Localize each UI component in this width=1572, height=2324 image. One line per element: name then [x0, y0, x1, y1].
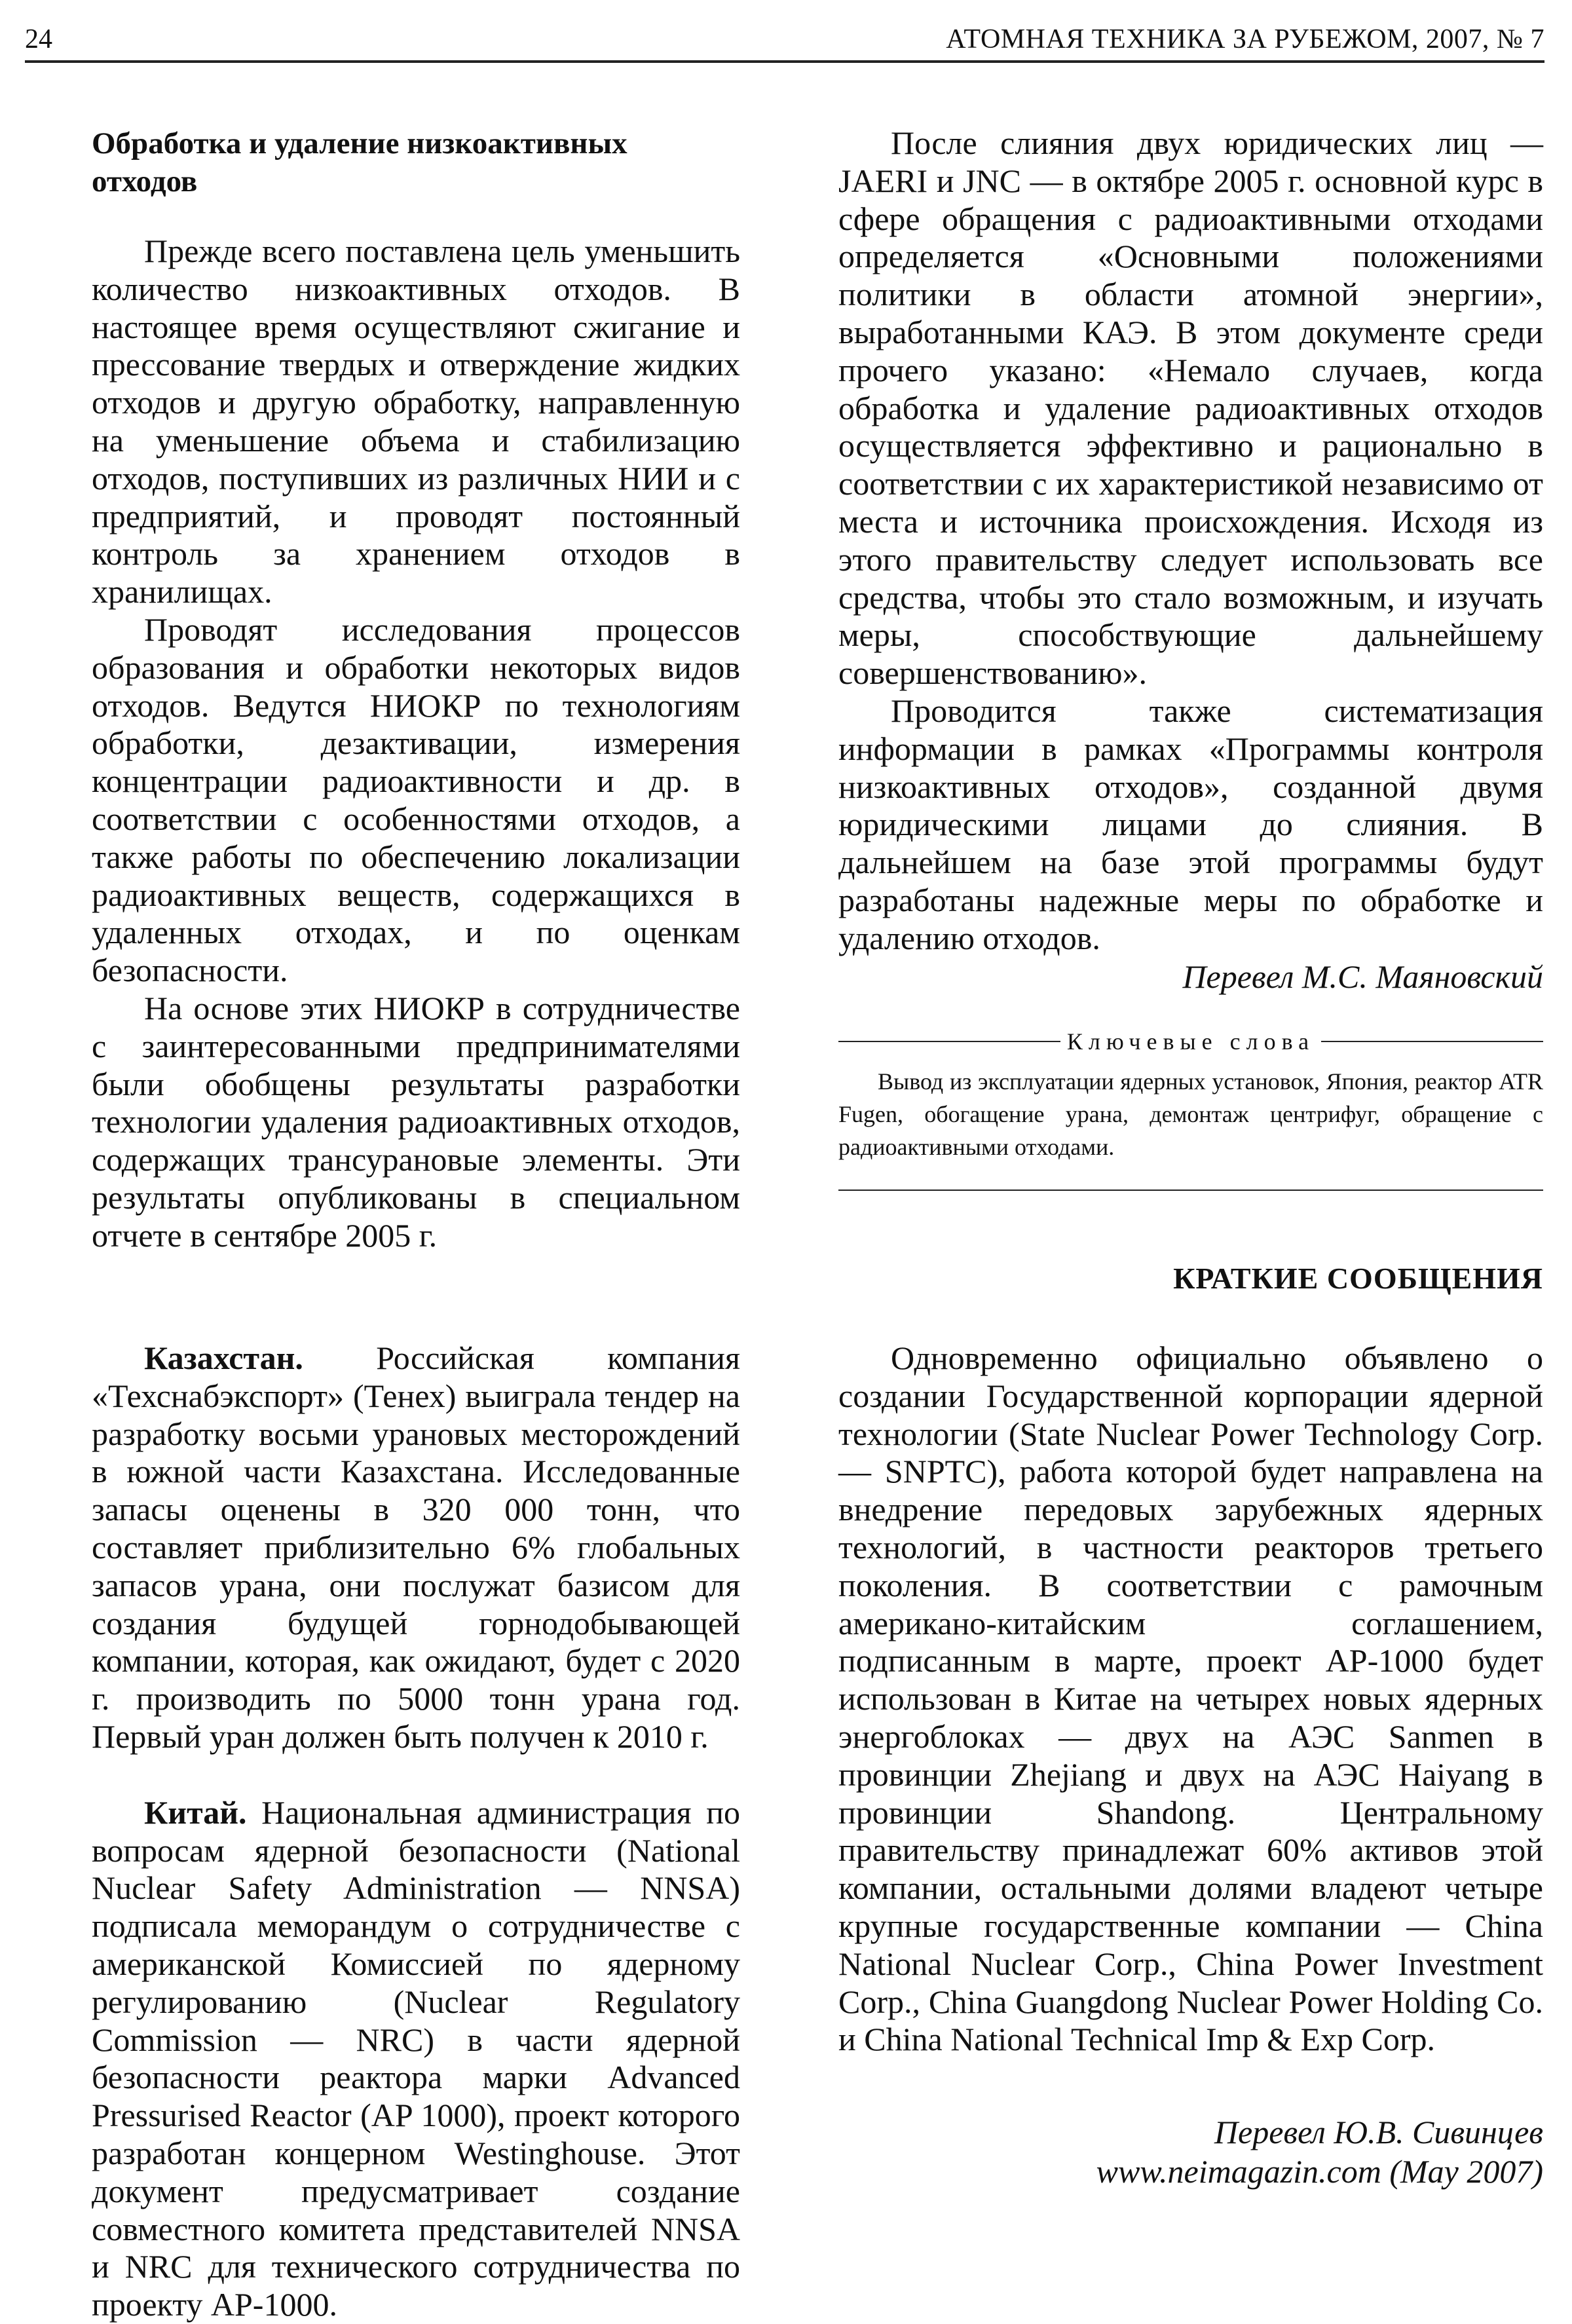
news-text: Национальная администрация по вопросам ядерной безопасности (National Nuclear Safety Administration — NNSA) подписала меморандум о сотрудничестве с американской Комиссией по ядерному регулированию (Nuclear Regulatory Commission — NRC) в части ядерной безопасности реактора марки Advanced Pressurised Reactor (AP 1000), проект которого разработан концерном Westinghouse. Этот документ предусматривает создание совместного комитета представителей NNSA и NRC для технического сотрудничества по проекту AP-1000.: [92, 1793, 740, 2323]
section-left-column: [92, 233, 740, 1255]
news-lead: Китай.: [144, 1793, 247, 1831]
divider: [838, 1190, 1543, 1191]
paragraph: Проводится также систематизация информации в рамках «Программы контроля низкоактивных отходов», созданной двумя юридическими лицами до слияния. В дальнейшем на базе этой программы будут разработаны надежные меры по обработке и удалению отходов.: [838, 692, 1543, 956]
keywords-box: [838, 1022, 1543, 1191]
paragraph: Одновременно официально объявлено о создании Государственной корпорации ядерной технологии (State Nuclear Power Technology Corp. — SNPTC), работа которой будет направлена на внедрение передовых зарубежных ядерных технологий, в частности реакторов третьего поколения. В соответствии с рамочным американо-китайским соглашением, подписанным в марте, проект AP-1000 будет использован в Китае на четырех новых ядерных энергоблоках — двух на АЭС Sanmen в провинции Zhejiang и двух на АЭС Haiyang в провинции Shandong. Центральному правительству принадлежат 60% активов этой компании, остальными долями владеют четыре крупные государственные компании — China National Nuclear Corp., China Power Investment Corp., China Guangdong Nuclear Power Holding Co. и China National Technical Imp & Exp Corp.: [838, 1340, 1543, 2058]
keywords-title-row: [838, 1022, 1543, 1061]
news-item-china: [92, 1794, 740, 2324]
keywords-text: Вывод из эксплуатации ядерных установок, Япония, реактор ATR Fugen, обогащение урана, демонтаж центрифуг, обращение с радиоактивными отходами.: [838, 1068, 1543, 1160]
translator-credit: Перевел М.С. Маяновский: [1182, 958, 1543, 995]
paragraph: Прежде всего поставлена цель уменьшить количество низкоактивных отходов. В настоящее время осуществляют сжигание и прессование твердых и отверждение жидких отходов и другую обработку, направленную на уменьшение объема и стабилизацию отходов, поступивших из различных НИИ и с предприятий, и проводят постоянный контроль за хранением отходов в хранилищах.: [92, 233, 740, 610]
news-right-column: [838, 1340, 1543, 2059]
page-header: [25, 14, 1544, 63]
news-item-kazakhstan: [92, 1340, 740, 1756]
page-number: 24: [25, 24, 52, 54]
news-credits: [838, 2112, 1543, 2191]
news-text: Российская компания «Техснабэкспорт» (Тенех) выиграла тендер на разработку восьми урановых месторождений в южной части Казахстана. Исследованные запасы оценены в 320 000 тонн, что составляет приблизительно 6% глобальных запасов урана, они послужат базисом для создания будущей горнодобывающей компании, которая, как ожидают, будет с 2020 г. производить по 5000 тонн урана год. Первый уран должен быть получен к 2010 г.: [92, 1340, 740, 1755]
journal-title: АТОМНАЯ ТЕХНИКА ЗА РУБЕЖОМ, 2007, № 7: [946, 24, 1544, 54]
paragraph: На основе этих НИОКР в сотрудничестве с заинтересованными предпринимателями были обобщены результаты разработки технологии удаления радиоактивных отходов, содержащих трансурановые элементы. Эти результаты опубликованы в специальном отчете в сентябре 2005 г.: [92, 989, 740, 1254]
news-heading: КРАТКИЕ СООБЩЕНИЯ: [1173, 1262, 1543, 1295]
section-right-column: [838, 124, 1543, 996]
source-credit: www.neimagazin.com (May 2007): [1096, 2153, 1543, 2190]
keywords-title: Ключевые слова: [1066, 1028, 1315, 1055]
translator-credit: Перевел Ю.В. Сивинцев: [1214, 2114, 1543, 2150]
divider: [1321, 1041, 1543, 1042]
paragraph: После слияния двух юридических лиц — JAERI и JNC — в октябре 2005 г. основной курс в сфере обращения с радиоактивными отходами определяется «Основными положениями политики в области атомной энергии», выработанными КАЭ. В этом документе среди прочего указано: «Немало случаев, когда обработка и удаление радиоактивных отходов осуществляется эффективно и рационально в соответствии с их характеристикой независимо от места и источника происхождения. Исходя из этого правительству следует использовать все средства, чтобы это стало возможным, и изучать меры, способствующие дальнейшему совершенствованию».: [838, 124, 1543, 692]
news-lead: Казахстан.: [144, 1340, 303, 1376]
divider: [838, 1041, 1060, 1042]
news-left-column: [92, 1340, 740, 2324]
section-heading: Обработка и удаление низкоактивных отходов: [92, 126, 627, 198]
paragraph: Проводят исследования процессов образования и обработки некоторых видов отходов. Ведутся НИОКР по технологиям обработки, дезактивации, измерения концентрации радиоактивности и др. в соответствии с особенностями отходов, а также работы по обеспечению локализации радиоактивных веществ, содержащихся в удаленных отходах, и по оценкам безопасности.: [92, 610, 740, 989]
